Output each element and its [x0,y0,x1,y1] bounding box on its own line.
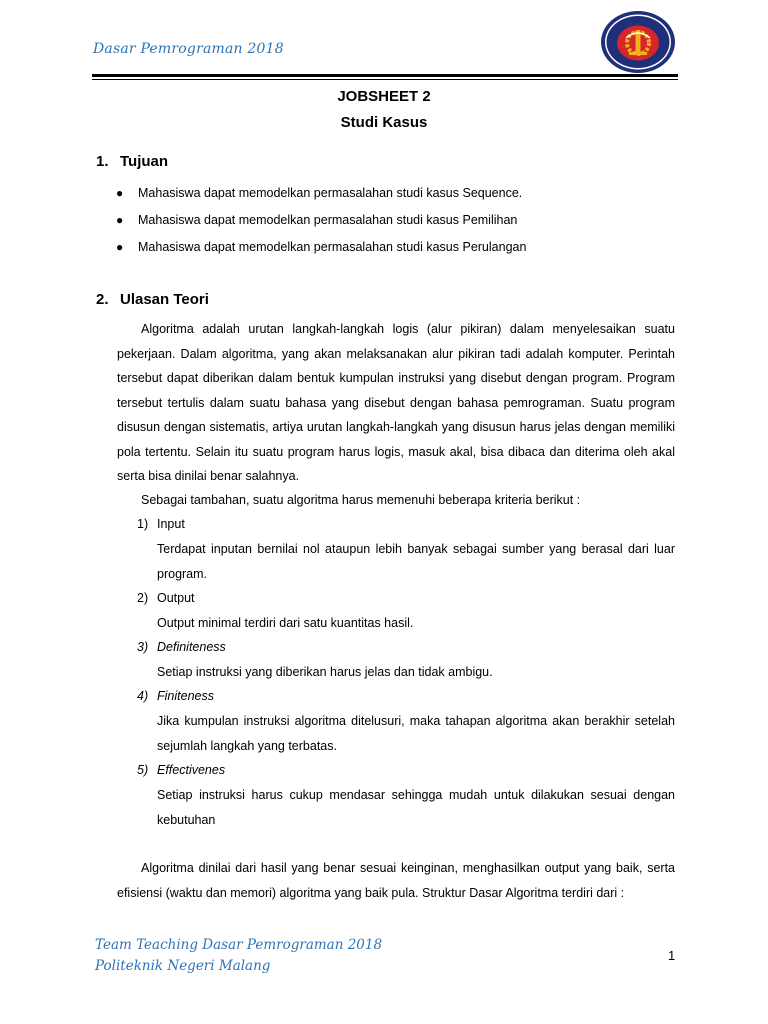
footer-team: Team Teaching Dasar Pemrograman 2018 [95,937,383,953]
bullet-text: Mahasiswa dapat memodelkan permasalahan studi kasus Pemilihan [138,213,518,227]
section-number: 2. [96,291,109,308]
section-title: Tujuan [120,153,169,170]
section-title: Ulasan Teori [120,291,209,308]
criteria-desc-definiteness: Setiap instruksi yang diberikan harus jelas dan tidak ambigu. [157,665,493,679]
criteria-name: Input [157,517,185,531]
bullet-icon: ● [116,240,124,254]
paragraph-kriteria-intro: Sebagai tambahan, suatu algoritma harus memenuhi beberapa kriteria berikut : [141,493,581,507]
header-rule-thick [92,74,678,77]
criteria-desc-finiteness: Jika kumpulan instruksi algoritma ditelusuri, maka tahapan algoritma akan berakhir setelah sejumlah langkah yang terbatas. [157,714,675,753]
footer-institution: Politeknik Negeri Malang [95,958,271,974]
page-number: 1 [668,948,676,963]
criteria-name: Effectivenes [157,763,226,777]
bullet-text: Mahasiswa dapat memodelkan permasalahan studi kasus Perulangan [138,240,527,254]
criteria-name: Finiteness [157,689,214,703]
criteria-name: Definiteness [157,640,226,654]
section-heading-tujuan [96,153,168,170]
criteria-number: 1) [137,517,149,531]
criteria-item-finiteness [137,689,214,703]
header-title: Dasar Pemrograman 2018 [93,41,284,57]
criteria-item-effectivenes [137,763,225,777]
criteria-item-output [137,591,195,605]
section-number: 1. [96,153,109,170]
criteria-item-input [137,517,185,531]
criteria-number: 3) [137,640,149,654]
criteria-name: Output [157,591,195,605]
criteria-number: 2) [137,591,149,605]
tujuan-bullet-list [116,183,676,264]
paragraph-struktur-dasar: Algoritma dinilai dari hasil yang benar sesuai keinginan, menghasilkan output yang baik, serta efisiensi (waktu dan memori) algoritma yang baik pula. Struktur Dasar Algoritma terdiri dari : [117,861,675,900]
polinema-logo [598,8,678,76]
criteria-desc-input: Terdapat inputan bernilai nol ataupun lebih banyak sebagai sumber yang berasal dari luar program. [157,542,675,581]
criteria-item-definiteness [137,640,226,654]
document-title: JOBSHEET 2 [337,88,431,105]
header-rule-thin [92,79,678,80]
criteria-number: 5) [137,763,149,777]
bullet-icon: ● [116,186,124,200]
section-heading-ulasan-teori [96,291,209,308]
criteria-desc-output: Output minimal terdiri dari satu kuantitas hasil. [157,616,414,630]
bullet-text: Mahasiswa dapat memodelkan permasalahan studi kasus Sequence. [138,186,523,200]
paragraph-algoritma-definition: Algoritma adalah urutan langkah-langkah logis (alur pikiran) dalam menyelesaikan suatu pekerjaan. Dalam algoritma, yang akan melaksanakan alur pikiran tadi adalah komputer. Perintah tersebut dapat diberikan dalam bentuk kumpulan instruksi yang disebut dengan program. Program tersebut tertulis dalam suatu bahasa yang disebut dengan bahasa pemrograman. Suatu program disusun dengan sistematis, artiya urutan langkah-langkah yang disusun harus jelas dengan memiliki pola tertentu. Selain itu suatu program harus logis, masuk akal, bisa dibaca dan diterima oleh akal serta bisa dinilai benar salahnya. [117,322,675,483]
criteria-desc-effectivenes: Setiap instruksi harus cukup mendasar sehingga mudah untuk dilakukan sesuai dengan kebutuhan [157,788,675,827]
list-item [116,183,676,210]
list-item [116,210,676,237]
bullet-icon: ● [116,213,124,227]
criteria-number: 4) [137,689,149,703]
list-item [116,237,676,264]
document-subtitle: Studi Kasus [340,114,428,131]
